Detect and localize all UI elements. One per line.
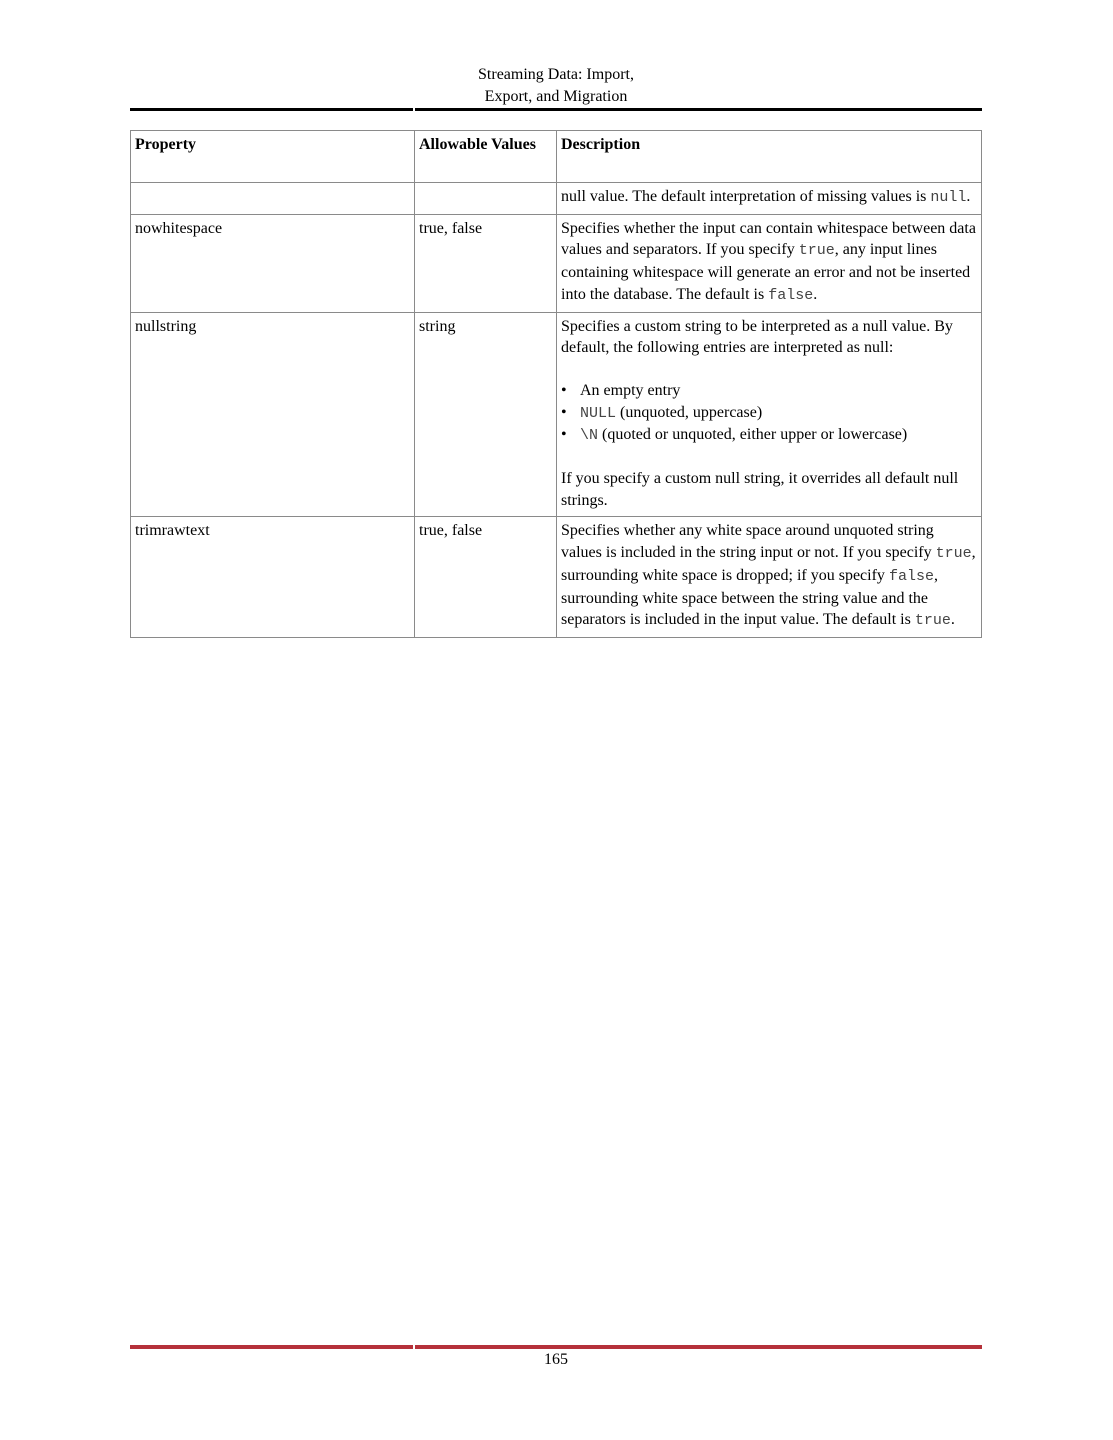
list-item [561,402,977,425]
description-paragraph [561,218,977,307]
inline-code: NULL [580,404,617,422]
property-cell: trimrawtext [131,517,415,638]
description-paragraph [561,316,977,359]
footer-rule-right [415,1345,982,1349]
table-row [131,183,982,215]
text-run: . [966,188,971,205]
text-run: Specifies whether the input can contain whitespace between data values and separators. If you specify [561,219,976,259]
values-cell: true, false [415,214,557,312]
property-cell [131,183,415,215]
inline-code: \N [580,427,599,445]
text-run: . [813,285,818,303]
description-paragraph [561,186,977,209]
values-cell: string [415,312,557,517]
table-header-row [131,131,982,183]
text-run: , surrounding white space between the string value and the separators is included in the input value. The default is [561,566,938,629]
inline-code: null [930,189,967,206]
column-header-property: Property [131,131,415,183]
inline-code: false [888,567,934,585]
text-run: Specifies whether any white space around unquoted string values is included in the string input or not. If you specify [561,522,936,562]
values-cell [415,183,557,215]
inline-code: true [935,545,972,563]
inline-code: false [768,286,814,304]
bullet-list [561,380,977,447]
inline-code: true [914,612,951,630]
header-line-2: Export, and Migration [484,88,628,105]
list-item [561,380,977,402]
property-cell: nowhitespace [131,214,415,312]
running-header [130,64,982,108]
table-row [131,214,982,312]
description-cell [557,183,982,215]
description-paragraph [561,468,977,511]
header-line-1: Streaming Data: Import, [478,66,634,83]
header-rule-left [130,108,413,111]
text-run: null value. The default interpretation of missing values is [561,188,931,205]
properties-table [130,130,982,638]
text-run: , surrounding white space is dropped; if you specify [561,544,976,584]
table-row [131,517,982,638]
text-run: . [950,611,955,629]
property-cell: nullstring [131,312,415,517]
values-cell: true, false [415,517,557,638]
description-cell [557,517,982,638]
text-run: , any input lines containing whitespace will generate an error and not be inserted into the database. The default is [561,241,971,303]
footer-rule-left [130,1345,413,1349]
text-run: An empty entry [580,381,681,399]
list-item [561,424,977,447]
text-run: Specifies a custom string to be interpreted as a null value. By default, the following entries are interpreted as null: [561,317,953,357]
text-run: (quoted or unquoted, either upper or lowercase) [598,426,908,444]
text-run: (unquoted, uppercase) [616,403,763,421]
page-number: 165 [544,1351,568,1368]
description-cell [557,214,982,312]
table-row [131,312,982,517]
header-rule-right [415,108,982,111]
description-cell [557,312,982,517]
column-header-allowable-values: Allowable Values [415,131,557,183]
inline-code: true [798,242,835,260]
description-paragraph [561,520,977,632]
text-run: If you specify a custom null string, it overrides all default null strings. [561,470,959,509]
column-header-description: Description [557,131,982,183]
